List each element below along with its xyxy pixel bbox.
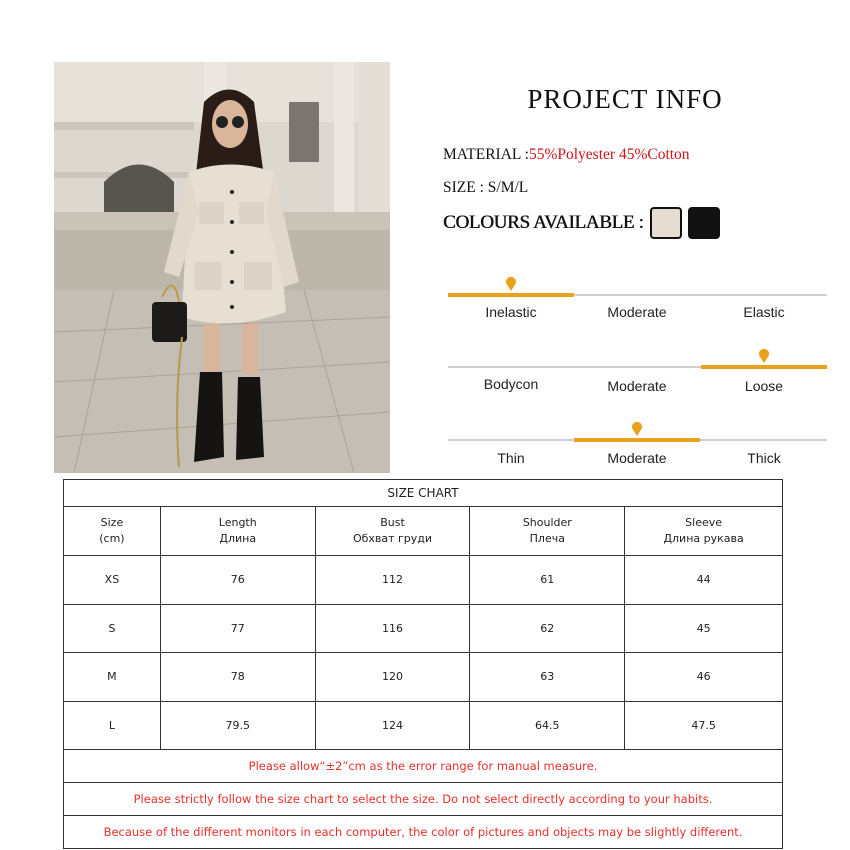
cell-length: 76: [160, 556, 315, 605]
size-line: SIZE : S/M/L: [443, 179, 529, 196]
table-row: [64, 556, 783, 605]
scale-label-thin: Thin: [497, 450, 525, 466]
scale-label-thick: Thick: [747, 450, 781, 466]
cell-sleeve: 45: [625, 604, 783, 653]
cell-bust: 116: [315, 604, 470, 653]
cell-size: L: [64, 701, 161, 750]
note-row: [64, 750, 783, 783]
size-chart-table: [63, 479, 783, 849]
cell-bust: 124: [315, 701, 470, 750]
cell-shoulder: 62: [470, 604, 625, 653]
header-ru: Длина рукава: [663, 532, 744, 545]
note-row: [64, 783, 783, 816]
header-en: Length: [218, 516, 257, 529]
table-row: [64, 701, 783, 750]
note-error-range: Please allow“±2”cm as the error range for manual measure.: [64, 750, 783, 783]
location-pin-icon: [631, 422, 643, 436]
cell-shoulder: 64.5: [470, 701, 625, 750]
colours-label: COLOURS AVAILABLE :: [443, 212, 644, 233]
material-line: [443, 146, 690, 164]
model-photo-illustration: [54, 62, 390, 473]
colour-swatch-black[interactable]: [688, 207, 720, 239]
column-header-shoulder: [470, 507, 625, 556]
product-photo: [54, 62, 390, 473]
header-ru: Плеча: [529, 532, 565, 545]
cell-shoulder: 61: [470, 556, 625, 605]
header-ru: (cm): [99, 532, 125, 545]
scale-label-moderate: Moderate: [607, 378, 667, 394]
cell-length: 77: [160, 604, 315, 653]
size-chart-title-row: [64, 480, 783, 507]
location-pin-icon: [505, 277, 517, 291]
note-row: [64, 816, 783, 849]
cell-bust: 120: [315, 653, 470, 702]
scale-label-moderate: Moderate: [607, 304, 667, 320]
header-ru: Обхват груди: [352, 532, 433, 545]
size-chart-header-row: [64, 507, 783, 556]
column-header-size: [64, 507, 161, 556]
column-header-length: [160, 507, 315, 556]
note-monitor-color: Because of the different monitors in each computer, the color of pictures and objects may be slightly different.: [64, 816, 783, 849]
cell-sleeve: 47.5: [625, 701, 783, 750]
size-chart-title: SIZE CHART: [64, 480, 783, 507]
cell-size: S: [64, 604, 161, 653]
table-row: [64, 653, 783, 702]
thickness-scale: [448, 439, 827, 479]
header-en: Bust: [380, 516, 405, 529]
scale-selected-segment: [448, 293, 574, 297]
header-en: Sleeve: [685, 516, 723, 529]
colour-swatch-beige[interactable]: [650, 207, 682, 239]
header-en: Shoulder: [522, 516, 572, 529]
header-en: Size: [100, 516, 124, 529]
scale-label-moderate: Moderate: [607, 450, 667, 466]
cell-length: 79.5: [160, 701, 315, 750]
project-info-title: PROJECT INFO: [527, 84, 723, 114]
scale-selected-segment: [574, 438, 700, 442]
column-header-sleeve: [625, 507, 783, 556]
fit-scale: [448, 366, 827, 406]
material-value: 55%Polyester 45%Cotton: [528, 146, 690, 163]
note-follow-chart: Please strictly follow the size chart to select the size. Do not select directly according to your habits.: [64, 783, 783, 816]
cell-sleeve: 46: [625, 653, 783, 702]
cell-bust: 112: [315, 556, 470, 605]
scale-label-loose: Loose: [744, 378, 784, 394]
cell-length: 78: [160, 653, 315, 702]
cell-size: XS: [64, 556, 161, 605]
scale-selected-segment: [701, 365, 827, 369]
colours-line: [443, 207, 720, 239]
header-ru: Длина: [219, 532, 257, 545]
scale-label-elastic: Elastic: [743, 304, 785, 320]
cell-size: M: [64, 653, 161, 702]
material-label: MATERIAL :: [443, 146, 529, 163]
scale-label-inelastic: Inelastic: [485, 304, 537, 320]
location-pin-icon: [758, 349, 770, 363]
scale-label-bodycon: Bodycon: [483, 376, 539, 392]
cell-shoulder: 63: [470, 653, 625, 702]
cell-sleeve: 44: [625, 556, 783, 605]
table-row: [64, 604, 783, 653]
elasticity-scale: [448, 294, 827, 334]
column-header-bust: [315, 507, 470, 556]
